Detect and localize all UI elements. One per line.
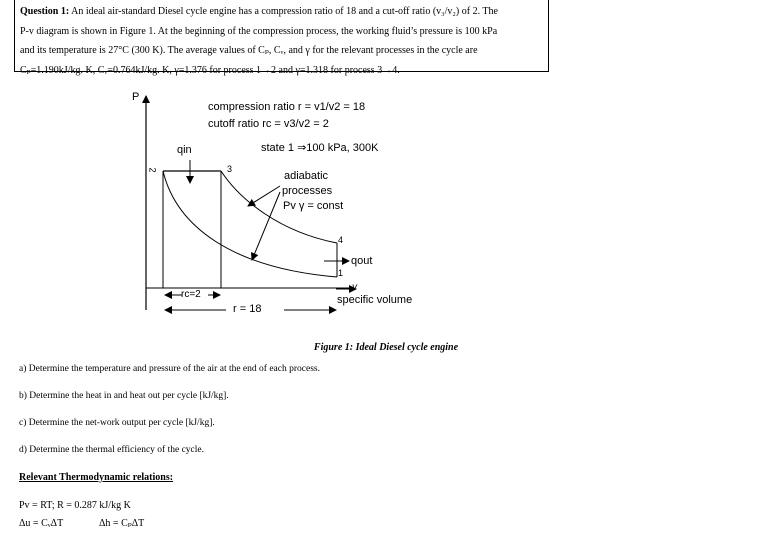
adiabatic-label-line-1: adiabatic	[284, 170, 329, 182]
specific-volume-label: specific volume	[337, 294, 413, 306]
relation-ideal-gas: Pv = RT; R = 0.287 kJ/kg K	[19, 500, 131, 511]
relation-du: Δu = CᵥΔT	[19, 518, 64, 529]
adiabatic-label-line-3: Pv γ = const	[283, 200, 344, 212]
qin-label: qin	[177, 144, 192, 156]
question-line-3: and its temperature is 27°C (300 K). The average values of Cₚ, Cᵥ, and γ for the relevant processes in the cycle are	[20, 45, 478, 57]
question-a: a) Determine the temperature and pressure of the air at the end of each process.	[19, 364, 320, 374]
cutoff-ratio-label: cutoff ratio rc = v3/v2 = 2	[208, 118, 329, 130]
question-line-4: Cₚ=1.190kJ/kg. K, Cᵥ=0.764kJ/kg. K, γ=1.376 for process 1→2 and γ=1.318 for process 3→4.	[20, 64, 400, 76]
question-b: b) Determine the heat in and heat out per cycle [kJ/kg].	[19, 391, 229, 401]
adiabatic-label-line-2: processes	[282, 185, 333, 197]
question-c: c) Determine the net-work output per cycle [kJ/kg].	[19, 418, 215, 428]
relation-dh: Δh = CₚΔT	[99, 518, 145, 529]
point-3-label: 3	[227, 164, 233, 174]
question-line-1: Question 1: An ideal air-standard Diesel cycle engine has a compression ratio of 18 and a cut-off ratio (v₃/v₂) of 2. The	[20, 6, 498, 17]
compression-ratio-label: compression ratio r = v1/v2 = 18	[208, 101, 366, 113]
figure-caption: Figure 1: Ideal Diesel cycle engine	[313, 342, 459, 353]
v-axis-label: v	[352, 282, 357, 293]
state-1-label: state 1 ⇒100 kPa, 300K	[261, 142, 379, 154]
point-2-label: 2	[147, 167, 158, 173]
question-line-2: P-v diagram is shown in Figure 1. At the beginning of the compression process, the working fluid’s pressure is 100 kPa	[20, 25, 498, 37]
point-1-label: 1	[338, 268, 344, 278]
adiabatic-pointer-lower	[252, 192, 280, 260]
question-d: d) Determine the thermal efficiency of the cycle.	[19, 445, 204, 455]
p-axis-label: P	[132, 91, 140, 103]
rc-label: rc=2	[181, 289, 201, 300]
r-label: r = 18	[233, 303, 262, 315]
qout-label: qout	[351, 255, 373, 267]
relations-heading: Relevant Thermodynamic relations:	[19, 472, 174, 483]
point-4-label: 4	[338, 235, 344, 245]
question-label: Question 1:	[20, 6, 70, 17]
